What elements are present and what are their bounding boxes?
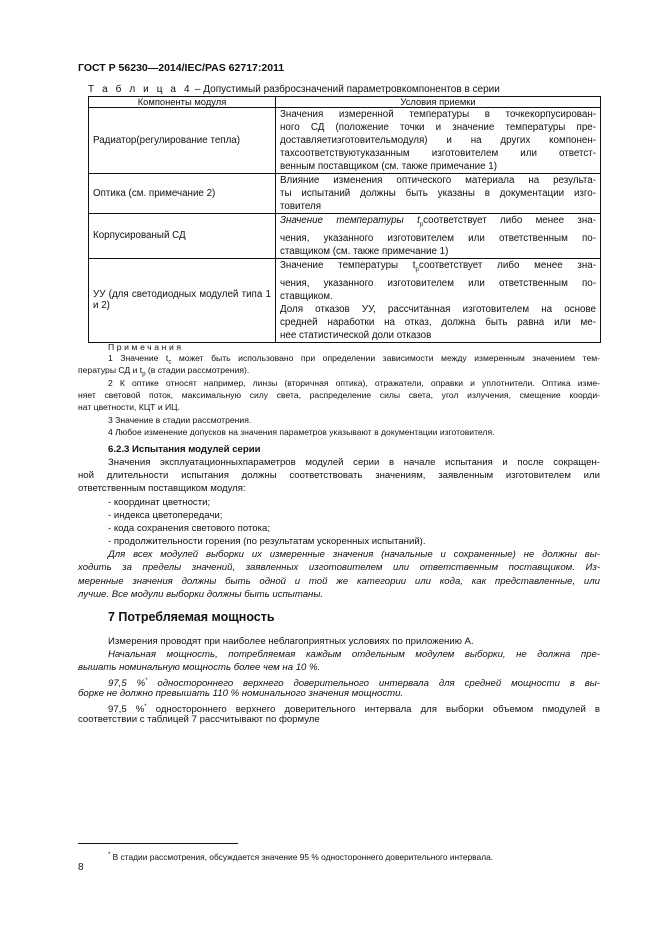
table-row	[89, 214, 601, 259]
subscript: p	[419, 221, 424, 228]
subscript: p	[142, 371, 146, 378]
cell-line: ставщиком (см. также примечание 1)	[280, 245, 449, 257]
cell-line: средней наработки на отказ, должна быть равна или ме-	[280, 316, 596, 328]
footnote-mark: *	[144, 704, 147, 710]
footnote	[108, 849, 493, 863]
notes-title: Примечания	[108, 342, 184, 352]
cell-line	[280, 259, 596, 277]
component-cell: Корпусированый СД	[89, 214, 276, 259]
component-cell: УУ (для светодиодных модулей типа 1 и 2)	[89, 258, 276, 342]
list-item: - координат цветности;	[108, 497, 211, 508]
column-header: Компоненты модуля	[89, 97, 276, 108]
cell-line: венным поставщиком (см. также примечание 1)	[280, 161, 497, 172]
table-row	[89, 108, 601, 174]
paragraph-line: меренные значения должны быть одной и той же категории или кода, как представленные, или	[78, 576, 600, 587]
cell-line	[280, 214, 596, 232]
note-3: 3 Значение в стадии рассмотрения.	[108, 415, 252, 425]
note-4: 4 Любое изменение допусков на значения параметров указывают в документации изготовителя.	[108, 427, 495, 437]
note-2: 2 К оптике относят например, линзы (вторичная оптика), отражатели, оправки и уплотнители. Оптика изме-	[108, 378, 600, 388]
table-row	[89, 258, 601, 342]
cell-line: ставщиком.	[280, 290, 333, 302]
cell-line: чения, указанного изготовителем или ответственным по-	[280, 232, 596, 244]
conditions-cell	[276, 214, 601, 259]
cell-line: ного СД (положение точки и значение температуры пре-	[280, 122, 596, 133]
cell-line: чения, указанного изготовителем или ответственным по-	[280, 277, 596, 289]
section-heading-6-2-3: 6.2.3 Испытания модулей серии	[108, 444, 261, 455]
table-header-row	[89, 97, 601, 108]
text: пературы СД и t	[78, 365, 143, 375]
text: Значение температуры t	[280, 215, 420, 226]
paragraph-line: ответственным поставщиком модуля:	[78, 483, 246, 494]
caption-prefix: Т а б л и ц а 4	[88, 84, 193, 95]
section-heading-7: 7 Потребляемая мощность	[108, 610, 275, 624]
subscript: c	[168, 359, 172, 366]
cell-line: Доля отказов УУ, рассчитанная изготовителем на основе	[280, 303, 596, 315]
paragraph-line: Измерения проводят при наиболее неблагоприятных условиях по приложению А.	[108, 636, 474, 647]
cell-line: Влияние изменения оптического материала на результа-	[280, 175, 596, 186]
paragraph-line: соответствии с таблицей 7 рассчитывают по формуле	[78, 714, 320, 725]
cell-line: тахсоответствуютуказанным изготовителем или ответст-	[280, 148, 596, 159]
subscript: p	[415, 266, 419, 273]
text: Значение температуры t	[280, 259, 416, 271]
text: может быть использовано при определении зависимости между измеренным значением тем-	[171, 353, 600, 363]
paragraph-line: Для всех модулей выборки их измеренные значения (начальные и сохраненные) не должны вы-	[108, 549, 600, 560]
list-item: - индекса цветопередачи;	[108, 510, 223, 521]
paragraph-line: ной длительности испытания должны соответствовать значениям, заявленным изготовителем или	[78, 470, 600, 481]
paragraph-line: Начальная мощность, потребляемая каждым отдельным модулем выборки, не должна пре-	[108, 649, 600, 660]
note-2: няет световой поток, максимальную силу света, распределение силы света, угол излучения, смещение коорди-	[78, 390, 600, 400]
text: (в стадии рассмотрения).	[145, 365, 250, 375]
component-cell: Оптика (см. примечание 2)	[89, 174, 276, 214]
text: одностороннего верхнего доверительного интервала для средней мощности в вы-	[147, 678, 600, 690]
footnote-divider	[78, 843, 238, 844]
footnote-text: В стадии рассмотрения, обсуждается значение 95 % одностороннего доверительного интервала.	[110, 851, 494, 862]
cell-line: ты испытаний должны быть указаны в документации изго-	[280, 188, 596, 199]
cell-line: Значения измеренной температуры в точкекорпусирован-	[280, 109, 596, 120]
conditions-cell	[276, 108, 601, 174]
text: 1 Значение t	[108, 353, 169, 363]
conditions-cell	[276, 258, 601, 342]
footnote-mark: *	[145, 678, 148, 684]
cell-line: товителя	[280, 201, 322, 212]
text: соответствует либо менее зна-	[423, 215, 596, 226]
text: одностороннего верхнего доверительного интервала для выборки объемом nмодулей в	[146, 704, 600, 716]
text: 97,5 %	[108, 704, 145, 716]
text: 97,5 %	[108, 678, 146, 690]
table-row	[89, 174, 601, 214]
paragraph-line: ходить за пределы значений, заявленных изготовителем или ответственным поставщиком. Из-	[78, 562, 600, 573]
paragraph-line: Значения эксплуатационныхпараметров модулей серии в начале испытания и после сокращен-	[108, 457, 600, 468]
note-2: нат цветности, КЦТ и ИЦ.	[78, 402, 180, 412]
cell-line: нее статистической доли отказов	[280, 329, 432, 341]
text: соответствует либо менее зна-	[418, 259, 596, 271]
paragraph-line: лучше. Все модули выборки должны быть испытаны.	[78, 589, 324, 600]
list-item: - кода сохранения светового потока;	[108, 523, 271, 534]
document-header: ГОСТ Р 56230—2014/IEC/PAS 62717:2011	[78, 62, 285, 74]
column-header: Условия приемки	[276, 97, 601, 108]
table-4	[88, 96, 601, 343]
page-number: 8	[78, 862, 84, 873]
component-cell: Радиатор(регулирование тепла)	[89, 108, 276, 174]
cell-line: доставляетизготовительмодуля) и на других компонен-	[280, 135, 596, 146]
footnote-mark: *	[108, 852, 111, 858]
caption-text: – Допустимый разбросзначений параметровкомпонентов в серии	[192, 84, 500, 95]
list-item: - продолжительности горения (по результатам ускоренных испытаний).	[108, 536, 426, 547]
conditions-cell	[276, 174, 601, 214]
paragraph-line: вышать номинальную мощность более чем на 10 %.	[78, 662, 321, 673]
paragraph-line: борке не должно превышать 110 % номинального значения мощности.	[78, 688, 404, 699]
table-caption	[88, 84, 500, 95]
